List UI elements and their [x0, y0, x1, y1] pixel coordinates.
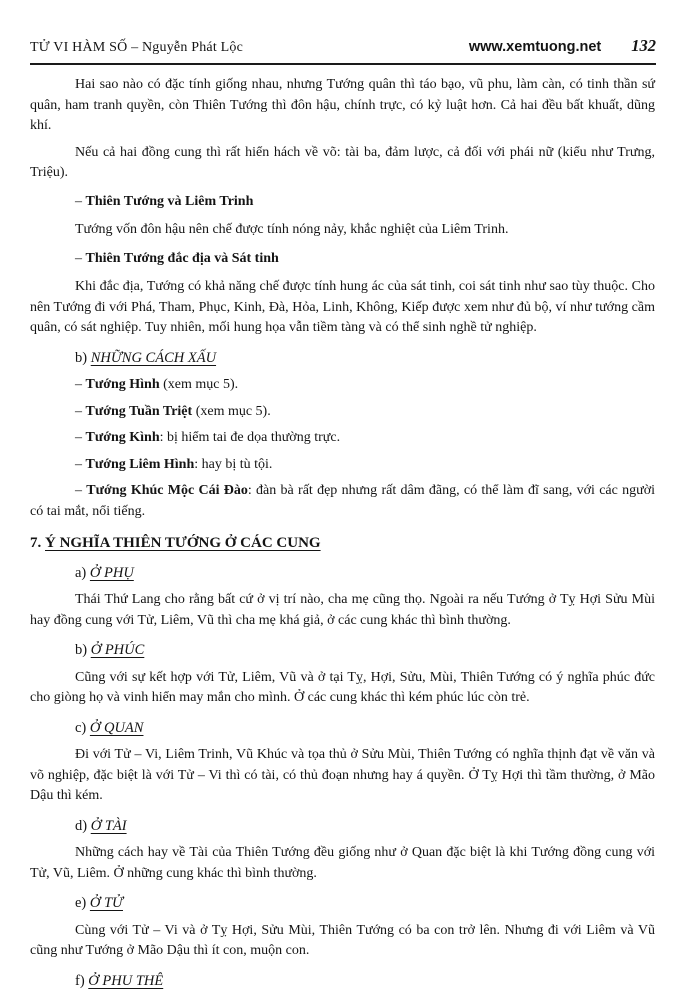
paragraph-intro-2: Nếu cả hai đồng cung thì rất hiển hách về võ: tài ba, đảm lược, cả đối với phái nữ (kiểu như Trưng, Triệu).: [30, 143, 655, 184]
subsection-a-heading: [30, 563, 655, 584]
subsection-c-paragraph: Đi với Tử – Vi, Liêm Trinh, Vũ Khúc và tọa thủ ở Sửu Mùi, Thiên Tướng có nghĩa thịnh đạt về văn và võ nghiệp, đặc biệt là với Tử – Vi thì có tài, có thủ đoạn nhưng hay á quyền. Ở Tỵ Hợi thì tầm thường, ở Mão Dậu thì kém.: [30, 745, 655, 807]
subsection-b-heading: [30, 640, 655, 661]
paragraph-pair-2: Khi đắc địa, Tướng có khả năng chế được tính hung ác của sát tinh, coi sát tinh như sao tùy thuộc. Cho nên Tướng đi với Phá, Tham, Phục, Kinh, Đà, Hỏa, Linh, Không, Kiếp được xem như đủ bộ, ví như tướng cầm quân, có sát nghiệp. Tuy nhiên, mối hung họa vẫn tiềm tàng và có thể sinh nghề tử nghiệp.: [30, 277, 655, 339]
subsection-letter: c): [75, 720, 90, 736]
bad-item-kinh: [30, 428, 655, 449]
subsection-d-paragraph: Những cách hay về Tài của Thiên Tướng đều giống như ở Quan đặc biệt là khi Tướng đồng cung với Tử, Vũ, Liêm. Ở những cung khác thì bình thường.: [30, 843, 655, 884]
subsection-a-title: Ở PHỤ: [90, 565, 134, 581]
subsection-letter: d): [75, 818, 91, 834]
subsection-b-title: Ở PHÚC: [91, 642, 145, 658]
paragraph-intro-1: Hai sao nào có đặc tính giống nhau, nhưng Tướng quân thì táo bạo, vũ phu, làm càn, có tinh thần sứ quân, ham tranh quyền, còn Thiên Tướng thì đôn hậu, chính trực, có kỷ luật hơn. Cả hai đều bất khuất, dũng khí.: [30, 75, 655, 137]
subsection-d-heading: [30, 816, 655, 837]
header-right-group: [469, 36, 656, 56]
bad-item-text: : bị hiểm tai đe dọa thường trực.: [160, 430, 340, 445]
subsection-e-heading: [30, 893, 655, 914]
bad-item-text: : hay bị tù tội.: [194, 457, 272, 472]
pair-heading-label: Thiên Tướng và Liêm Trinh: [86, 194, 254, 209]
page-header: [30, 0, 656, 65]
pair-heading-sat-tinh: [30, 249, 655, 270]
subsection-e-paragraph: Cùng với Tử – Vi và ở Tỵ Hợi, Sửu Mùi, Thiên Tướng có ba con trở lên. Nhưng đi với Liêm và Vũ cũng như Tướng ở Mão Dậu thì ít con, muộn con.: [30, 921, 655, 962]
page-content: [30, 75, 655, 991]
bad-item-name: Tướng Khúc Mộc Cái Đào: [86, 483, 248, 498]
book-title: TỬ VI HÀM SỐ – Nguyễn Phát Lộc: [30, 40, 243, 56]
subsection-c-heading: [30, 718, 655, 739]
subsection-letter: e): [75, 895, 90, 911]
subsection-d-title: Ở TÀI: [91, 818, 127, 834]
subsection-f-heading: [30, 971, 655, 991]
pair-heading-label: Thiên Tướng đắc địa và Sát tinh: [86, 251, 279, 266]
section-7-title: Ý NGHĨA THIÊN TƯỚNG Ở CÁC CUNG: [45, 535, 321, 551]
bad-item-tuan-triet: [30, 402, 655, 423]
bad-item-liem-hinh: [30, 455, 655, 476]
paragraph-pair-1: Tướng vốn đôn hậu nên chế được tính nóng nảy, khắc nghiệt của Liêm Trinh.: [30, 220, 655, 241]
section-number: 7.: [30, 535, 45, 551]
dash-bullet: –: [75, 404, 86, 419]
pair-heading-liem-trinh: [30, 192, 655, 213]
bad-item-name: Tướng Liêm Hình: [86, 457, 195, 472]
subsection-a-paragraph: Thái Thứ Lang cho rằng bất cứ ở vị trí nào, cha mẹ cũng thọ. Ngoài ra nếu Tướng ở Tỵ Hợi Sửu Mùi hay đồng cung với Tử, Liêm, Vũ thì cha mẹ khá giả, ở các cung khác thì bình thường.: [30, 590, 655, 631]
dash-bullet: –: [75, 457, 86, 472]
subsection-b-paragraph: Cũng với sự kết hợp với Tử, Liêm, Vũ và ở tại Tỵ, Hợi, Sửu, Mùi, Thiên Tướng có ý nghĩa phúc đức cho giòng họ và vinh hiển may mắn cho mình. Ở các cung khác thì kém phúc lúc còn trẻ.: [30, 668, 655, 709]
bad-item-name: Tướng Tuần Triệt: [86, 404, 193, 419]
bad-item-name: Tướng Kình: [86, 430, 160, 445]
dash-bullet: –: [75, 430, 86, 445]
subsection-f-title: Ở PHU THÊ: [88, 973, 163, 989]
section-b-title: NHỮNG CÁCH XẤU: [91, 350, 216, 366]
page-number: 132: [631, 36, 656, 56]
section-letter: b): [75, 350, 91, 366]
dash-bullet: –: [75, 194, 86, 209]
dash-bullet: –: [75, 251, 86, 266]
subsection-c-title: Ở QUAN: [90, 720, 144, 736]
subsection-e-title: Ở TỬ: [90, 895, 123, 911]
bad-item-text: (xem mục 5).: [192, 404, 271, 419]
subsection-letter: f): [75, 973, 88, 989]
section-b-heading: [30, 348, 655, 369]
bad-item-text: : đàn bà rất đẹp nhưng rất dâm đãng, có thể làm đĩ sang, với các người có tai mắt, nổi tiếng.: [30, 483, 655, 519]
section-7-heading: [30, 533, 655, 554]
bad-item-tuong-hinh: [30, 375, 655, 396]
dash-bullet: –: [75, 483, 86, 498]
bad-item-text: (xem mục 5).: [160, 377, 239, 392]
subsection-letter: a): [75, 565, 90, 581]
website-url: www.xemtuong.net: [469, 39, 601, 55]
bad-item-khuc-moc-cai-dao: [30, 481, 655, 522]
subsection-letter: b): [75, 642, 91, 658]
bad-item-name: Tướng Hình: [86, 377, 160, 392]
dash-bullet: –: [75, 377, 86, 392]
